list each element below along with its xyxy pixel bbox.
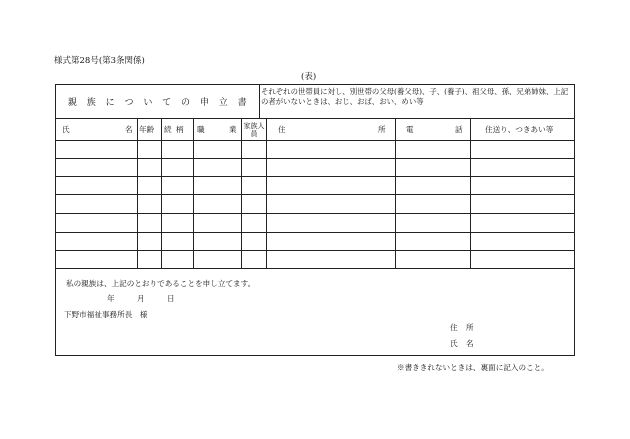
header-age: 年齢 xyxy=(139,124,155,134)
header-phone-left: 電 xyxy=(406,124,414,134)
header-occupation-left: 職 xyxy=(197,124,205,134)
row-rule xyxy=(56,176,574,177)
header-contact-frequency: 住送り、つきあい等 xyxy=(485,124,554,134)
declaration-text: 私の親族は、上記のとおりであることを申し立てます。 xyxy=(66,279,256,288)
column-rule xyxy=(193,118,194,268)
document-title-text: 親 族 に つ い て の 申 立 書 xyxy=(67,98,248,108)
column-rule xyxy=(470,118,471,268)
column-rule xyxy=(395,118,396,268)
header-name-left: 氏 xyxy=(62,124,70,134)
document-title xyxy=(56,85,259,118)
row-rule xyxy=(56,213,574,214)
row-rule xyxy=(56,250,574,251)
header-address-left: 住 xyxy=(278,124,286,134)
header-top-rule xyxy=(56,118,574,119)
relatives-note: それぞれの世帯員に対し、別世帯の父母(養父母)、子、(養子)、祖父母、孫、兄弟姉妹、上記の者がいないときは、おじ、おば、おい、めい等 xyxy=(261,87,569,106)
row-rule xyxy=(56,194,574,195)
column-rule xyxy=(266,118,267,268)
header-relation: 続 柄 xyxy=(164,124,184,134)
header-household-size: 家族人員 xyxy=(243,122,265,138)
office-name: 下野市福祉事務所長 様 xyxy=(64,310,148,319)
header-occupation-right: 業 xyxy=(229,124,237,134)
applicant-name-label: 氏 名 xyxy=(450,339,474,348)
column-rule xyxy=(241,118,242,268)
date-line: 年 月 日 xyxy=(107,294,175,303)
header-phone-right: 話 xyxy=(455,124,463,134)
row-rule xyxy=(56,232,574,233)
column-rule xyxy=(161,118,162,268)
header-bottom-rule xyxy=(56,140,574,141)
header-address-right: 所 xyxy=(378,124,386,134)
applicant-address-label: 住 所 xyxy=(450,323,474,332)
form-code: 様式第28号(第3条関係) xyxy=(54,56,145,66)
title-divider xyxy=(259,85,260,118)
table-bottom-rule xyxy=(56,268,574,269)
row-rule xyxy=(56,158,574,159)
footnote: ※書ききれないときは、裏面に記入のこと。 xyxy=(397,363,549,372)
column-rule xyxy=(137,118,138,268)
header-name-right: 名 xyxy=(125,124,133,134)
side-label: (表) xyxy=(301,72,317,82)
